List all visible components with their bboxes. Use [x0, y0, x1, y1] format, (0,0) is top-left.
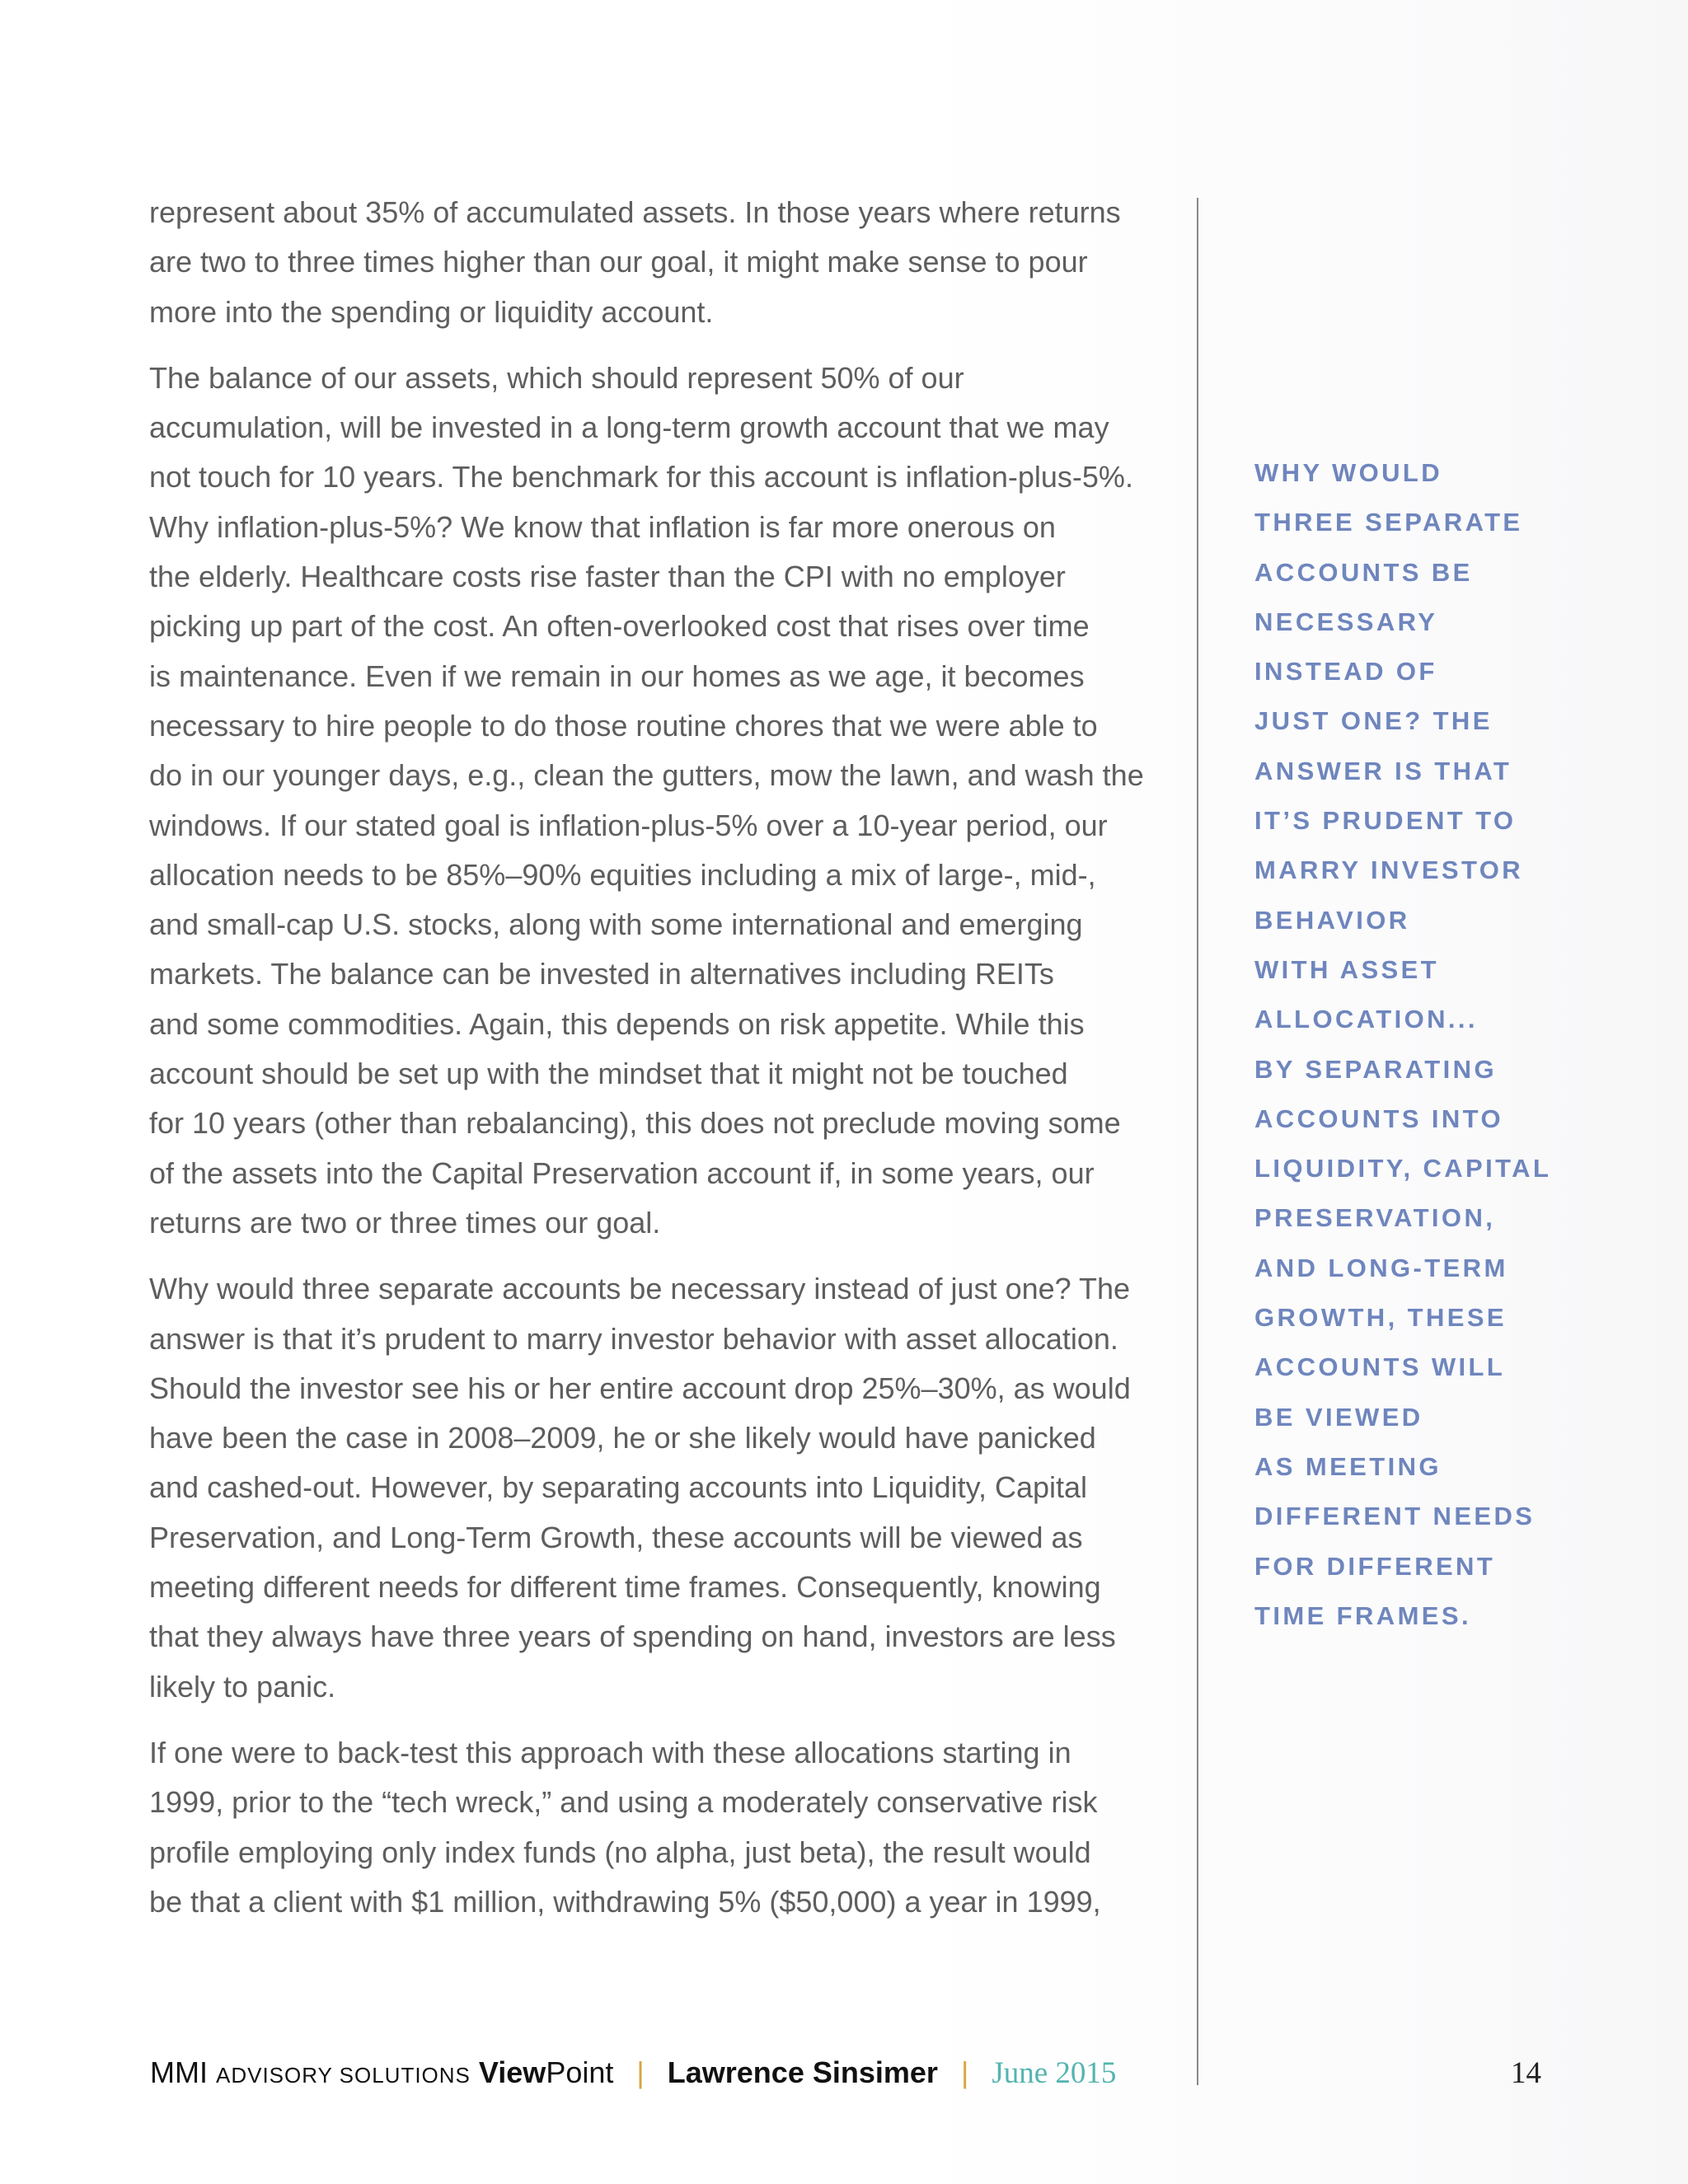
body-line: 1999, prior to the “tech wreck,” and using a moderately conservative risk: [149, 1785, 1098, 1820]
pull-quote-line: ALLOCATION...: [1254, 1005, 1478, 1034]
pull-quote-line: BY SEPARATING: [1254, 1054, 1497, 1084]
body-line: windows. If our stated goal is inflation-plus-5% over a 10-year period, our: [149, 808, 1108, 842]
body-line: Why inflation-plus-5%? We know that inflation is far more onerous on: [149, 509, 1056, 544]
column-divider: [1197, 198, 1198, 2085]
body-line: and cashed-out. However, by separating accounts into Liquidity, Capital: [149, 1470, 1088, 1505]
body-line: likely to panic.: [149, 1669, 336, 1704]
body-line: and some commodities. Again, this depends on risk appetite. While this: [149, 1006, 1085, 1041]
body-line: represent about 35% of accumulated assets. In those years where returns: [149, 195, 1121, 229]
body-line: The balance of our assets, which should represent 50% of our: [149, 360, 964, 395]
footer-brand-advisory: ADVISORY SOLUTIONS: [216, 2063, 471, 2088]
footer: [150, 2055, 1116, 2097]
page-number: 14: [1511, 2056, 1541, 2090]
pull-quote-line: THREE SEPARATE: [1254, 508, 1523, 537]
body-line: picking up part of the cost. An often-overlooked cost that rises over time: [149, 609, 1090, 644]
body-line: not touch for 10 years. The benchmark for this account is inflation-plus-5%.: [149, 460, 1133, 494]
pull-quote-line: FOR DIFFERENT: [1254, 1551, 1496, 1581]
pull-quote-line: PRESERVATION,: [1254, 1203, 1496, 1233]
pull-quote-line: BE VIEWED: [1254, 1402, 1423, 1432]
pull-quote-line: LIQUIDITY, CAPITAL: [1254, 1154, 1552, 1183]
body-line: markets. The balance can be invested in alternatives including REITs: [149, 957, 1054, 991]
body-line: returns are two or three times our goal.: [149, 1205, 661, 1240]
body-line: are two to three times higher than our goal, it might make sense to pour: [149, 245, 1088, 279]
pull-quote-line: ANSWER IS THAT: [1254, 756, 1512, 785]
body-line: necessary to hire people to do those routine chores that we were able to: [149, 708, 1098, 743]
pull-quote-line: INSTEAD OF: [1254, 657, 1437, 687]
pull-quote-line: IT’S PRUDENT TO: [1254, 806, 1517, 836]
pull-quote-line: WITH ASSET: [1254, 954, 1440, 984]
body-line: is maintenance. Even if we remain in our homes as we age, it becomes: [149, 658, 1085, 693]
body-line: allocation needs to be 85%–90% equities including a mix of large-, mid-,: [149, 857, 1096, 892]
pull-quote-line: DIFFERENT NEEDS: [1254, 1502, 1536, 1531]
pull-quote-line: BEHAVIOR: [1254, 905, 1410, 935]
pull-quote-line: AND LONG-TERM: [1254, 1253, 1508, 1282]
body-line: and small-cap U.S. stocks, along with some international and emerging: [149, 907, 1083, 942]
body-line: that they always have three years of spending on hand, investors are less: [149, 1619, 1116, 1654]
body-paragraph: [149, 188, 1163, 337]
body-line: be that a client with $1 million, withdrawing 5% ($50,000) a year in 1999,: [149, 1884, 1101, 1919]
body-line: accumulation, will be invested in a long-term growth account that we may: [149, 410, 1109, 445]
body-line: the elderly. Healthcare costs rise faster than the CPI with no employer: [149, 560, 1066, 594]
pull-quote-line: ACCOUNTS BE: [1254, 557, 1473, 587]
body-line: answer is that it’s prudent to marry investor behavior with asset allocation.: [149, 1321, 1118, 1356]
body-line: Why would three separate accounts be necessary instead of just one? The: [149, 1272, 1131, 1306]
pull-quote-line: JUST ONE? THE: [1254, 706, 1493, 736]
body-text: [149, 188, 1163, 1943]
pull-quote-line: MARRY INVESTOR: [1254, 855, 1524, 885]
body-line: meeting different needs for different time frames. Consequently, knowing: [149, 1570, 1101, 1605]
body-line: of the assets into the Capital Preservation account if, in some years, our: [149, 1155, 1095, 1190]
body-line: Should the investor see his or her entire account drop 25%–30%, as would: [149, 1371, 1131, 1405]
footer-brand-mmi: MMI: [150, 2055, 208, 2089]
body-paragraph: [149, 1728, 1163, 1927]
pull-quote-line: AS MEETING: [1254, 1451, 1442, 1481]
body-line: Preservation, and Long-Term Growth, these accounts will be viewed as: [149, 1520, 1083, 1554]
pull-quote-line: WHY WOULD: [1254, 458, 1443, 487]
footer-date: June 2015: [992, 2056, 1117, 2090]
footer-separator: |: [960, 2055, 969, 2089]
body-line: account should be set up with the mindset that it might not be touched: [149, 1057, 1068, 1091]
body-paragraph: [149, 354, 1163, 1248]
body-line: profile employing only index funds (no alpha, just beta), the result would: [149, 1835, 1091, 1869]
pull-quote: [1254, 448, 1551, 1641]
footer-author: Lawrence Sinsimer: [667, 2055, 938, 2089]
body-line: do in our younger days, e.g., clean the gutters, mow the lawn, and wash the: [149, 758, 1144, 793]
pull-quote-line: NECESSARY: [1254, 607, 1438, 636]
footer-separator: |: [636, 2055, 645, 2089]
footer-brand-view: View: [478, 2055, 546, 2089]
pull-quote-line: ACCOUNTS WILL: [1254, 1352, 1506, 1382]
body-line: for 10 years (other than rebalancing), this does not preclude moving some: [149, 1106, 1121, 1141]
body-line: more into the spending or liquidity account.: [149, 294, 714, 329]
body-paragraph: [149, 1264, 1163, 1712]
pull-quote-line: GROWTH, THESE: [1254, 1303, 1507, 1333]
footer-brand-point: Point: [546, 2055, 614, 2089]
body-line: If one were to back-test this approach with these allocations starting in: [149, 1735, 1071, 1769]
body-line: have been the case in 2008–2009, he or she likely would have panicked: [149, 1421, 1096, 1455]
pull-quote-line: TIME FRAMES.: [1254, 1601, 1471, 1630]
pull-quote-line: ACCOUNTS INTO: [1254, 1104, 1503, 1133]
